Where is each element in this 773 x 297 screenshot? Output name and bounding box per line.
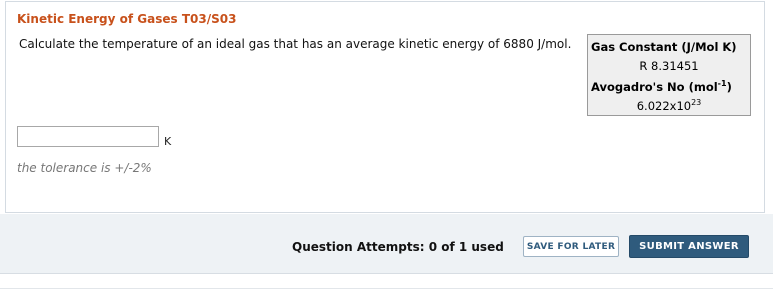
submit-answer-button[interactable]: SUBMIT ANSWER — [629, 235, 749, 258]
question-card — [5, 1, 765, 213]
question-title: Kinetic Energy of Gases T03/S03 — [17, 12, 237, 26]
question-text: Calculate the temperature of an ideal gas that has an average kinetic energy of 6880 J/mol. — [19, 37, 572, 51]
answer-unit: K — [164, 135, 172, 148]
avogadro-value — [588, 99, 750, 113]
avogadro-value-exp: 23 — [691, 98, 702, 108]
divider — [0, 288, 773, 289]
attempts-counter: Question Attempts: 0 of 1 used — [292, 240, 504, 254]
constants-box — [587, 34, 751, 116]
avogadro-label-pre: Avogadro's No (mol — [591, 80, 718, 94]
gas-constant-label: Gas Constant (J/Mol K) — [591, 40, 737, 54]
avogadro-label-exp: -1 — [717, 79, 727, 89]
tolerance-note: the tolerance is +/-2% — [17, 161, 152, 175]
avogadro-value-base: 6.022x10 — [636, 99, 692, 113]
answer-input[interactable] — [17, 126, 159, 147]
gas-constant-value: R 8.31451 — [639, 59, 699, 73]
question-footer — [0, 214, 773, 274]
save-for-later-button[interactable]: SAVE FOR LATER — [523, 236, 619, 257]
avogadro-label-post: ) — [726, 80, 732, 94]
avogadro-label — [591, 80, 753, 94]
